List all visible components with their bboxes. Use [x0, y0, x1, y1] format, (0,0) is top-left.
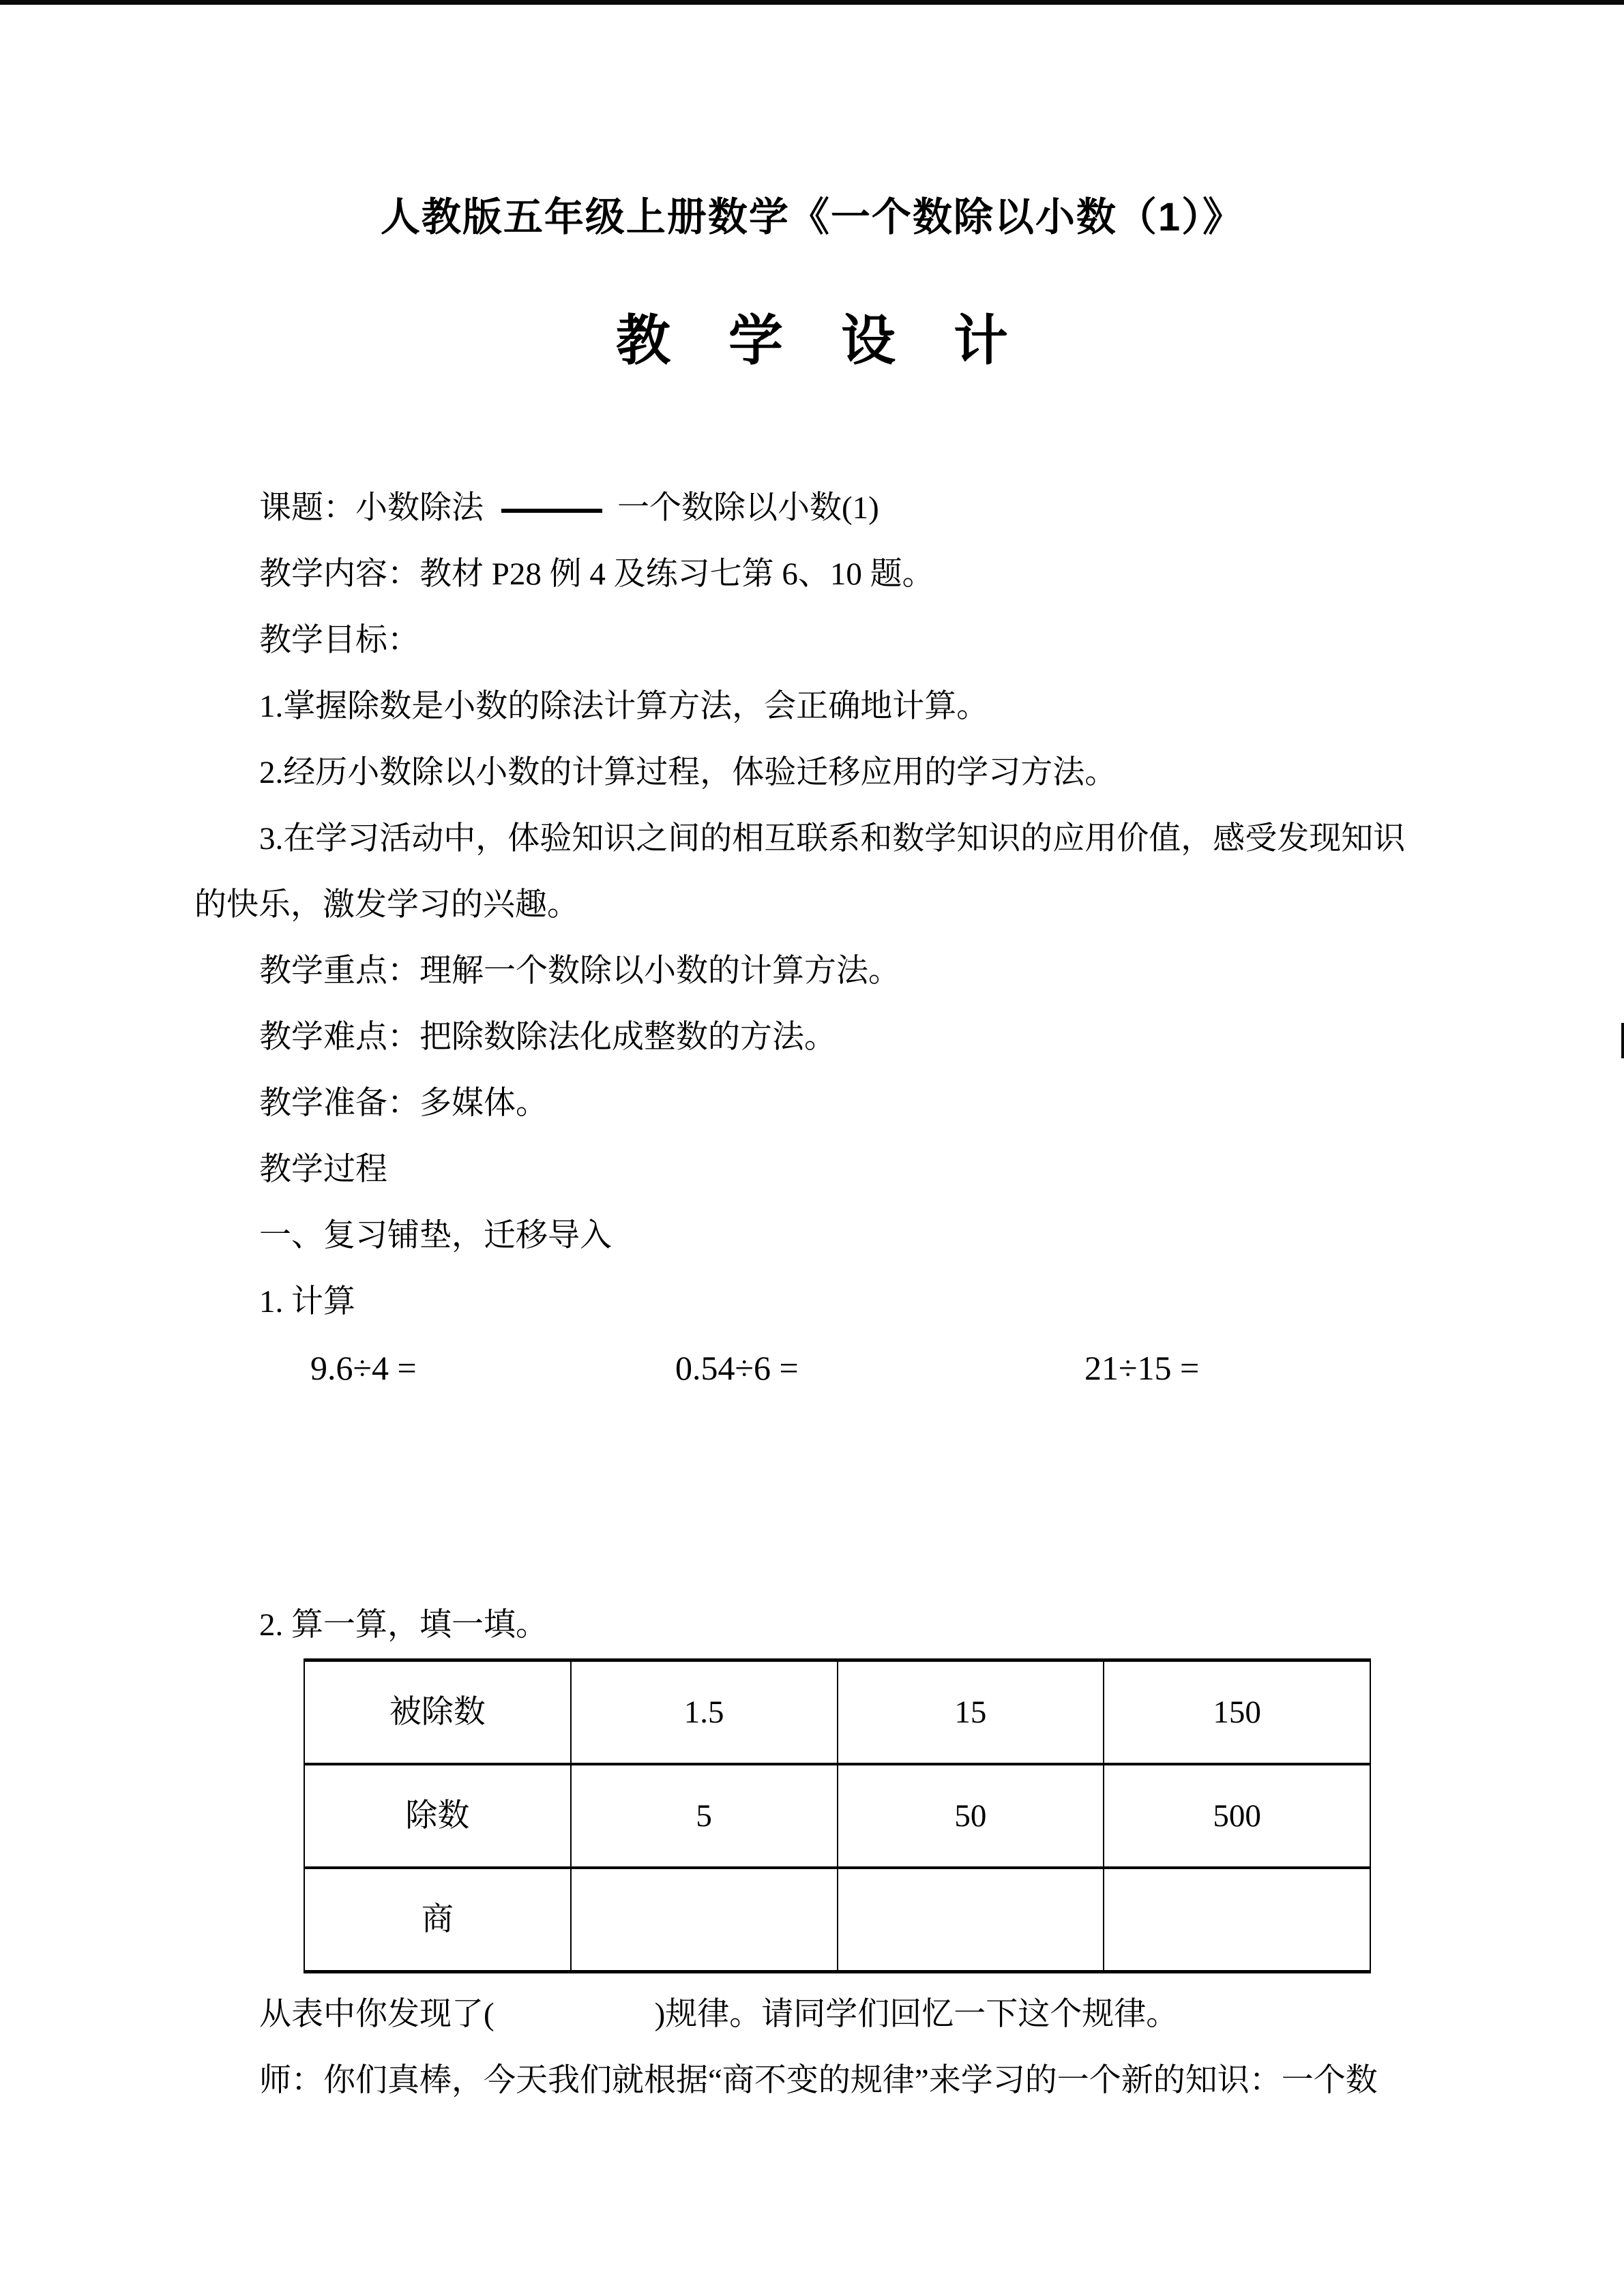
- expression-3: 21÷15 =: [1084, 1349, 1200, 1387]
- document-subtitle: 教学设计: [616, 310, 1066, 371]
- table-question-line: 从表中你发现了( )规律。请同学们回忆一下这个规律。: [259, 1997, 1179, 2032]
- divisor-value-3: 500: [1104, 1764, 1370, 1868]
- teaching-content-line: 教学内容：教材 P28 例 4 及练习七第 6、10 题。: [259, 556, 934, 592]
- teacher-remark-line: 师：你们真棒，今天我们就根据“商不变的规律”来学习的一个新的知识：一个数: [259, 2063, 1378, 2098]
- goals-heading: 教学目标：: [259, 623, 419, 658]
- exercise-2-heading: 2. 算一算，填一填。: [259, 1607, 548, 1643]
- expression-1: 9.6÷4 =: [310, 1349, 417, 1387]
- row-header-dividend: 被除数: [304, 1660, 571, 1765]
- divisor-value-2: 50: [838, 1764, 1104, 1868]
- preparation-line: 教学准备：多媒体。: [259, 1086, 548, 1121]
- em-dash: [501, 509, 602, 513]
- dividend-value-3: 150: [1104, 1660, 1370, 1765]
- page-top-border: [0, 0, 1624, 5]
- table-row-divisor: [304, 1764, 1370, 1868]
- quotient-blank-1: [571, 1868, 838, 1972]
- key-point-line: 教学重点：理解一个数除以小数的计算方法。: [259, 953, 900, 989]
- divisor-value-1: 5: [571, 1764, 838, 1868]
- difficult-point-line: 教学难点：把除数除法化成整数的方法。: [259, 1019, 836, 1055]
- dividend-value-1: 1.5: [571, 1660, 838, 1765]
- topic-text-pre: 课题：小数除法: [259, 490, 484, 526]
- dividend-value-2: 15: [838, 1660, 1104, 1765]
- expression-2: 0.54÷6 =: [675, 1349, 799, 1387]
- quotient-rule-table: [304, 1658, 1371, 1973]
- section-1-heading: 一、复习铺垫，迁移导入: [259, 1218, 612, 1253]
- goal-3-line-2: 的快乐，激发学习的兴趣。: [194, 887, 579, 923]
- calc-exercise-row: [194, 1335, 1439, 1401]
- document-body: [194, 475, 1439, 2114]
- row-header-divisor: 除数: [304, 1764, 571, 1868]
- document-title: 人教版五年级上册数学《一个数除以小数（1）》: [380, 195, 1244, 239]
- topic-line: [194, 475, 1439, 541]
- goal-1-line: 1.掌握除数是小数的除法计算方法，会正确地计算。: [259, 689, 989, 724]
- process-heading: 教学过程: [259, 1152, 387, 1187]
- goal-3-line-1: 3.在学习活动中，体验知识之间的相互联系和数学知识的应用价值，感受发现知识: [259, 821, 1406, 856]
- table-row-dividend: [304, 1660, 1370, 1765]
- goal-2-line: 2.经历小数除以小数的计算过程，体验迁移应用的学习方法。: [259, 755, 1117, 790]
- quotient-blank-3: [1104, 1868, 1370, 1972]
- blank-work-space: [194, 1401, 1439, 1592]
- quotient-blank-2: [838, 1868, 1104, 1972]
- topic-text-post: 一个数除以小数(1): [617, 490, 879, 526]
- table-row-quotient: [304, 1868, 1370, 1972]
- right-edge-mark: [1621, 1023, 1624, 1058]
- exercise-1-heading: 1. 计算: [259, 1284, 355, 1320]
- row-header-quotient: 商: [304, 1868, 571, 1972]
